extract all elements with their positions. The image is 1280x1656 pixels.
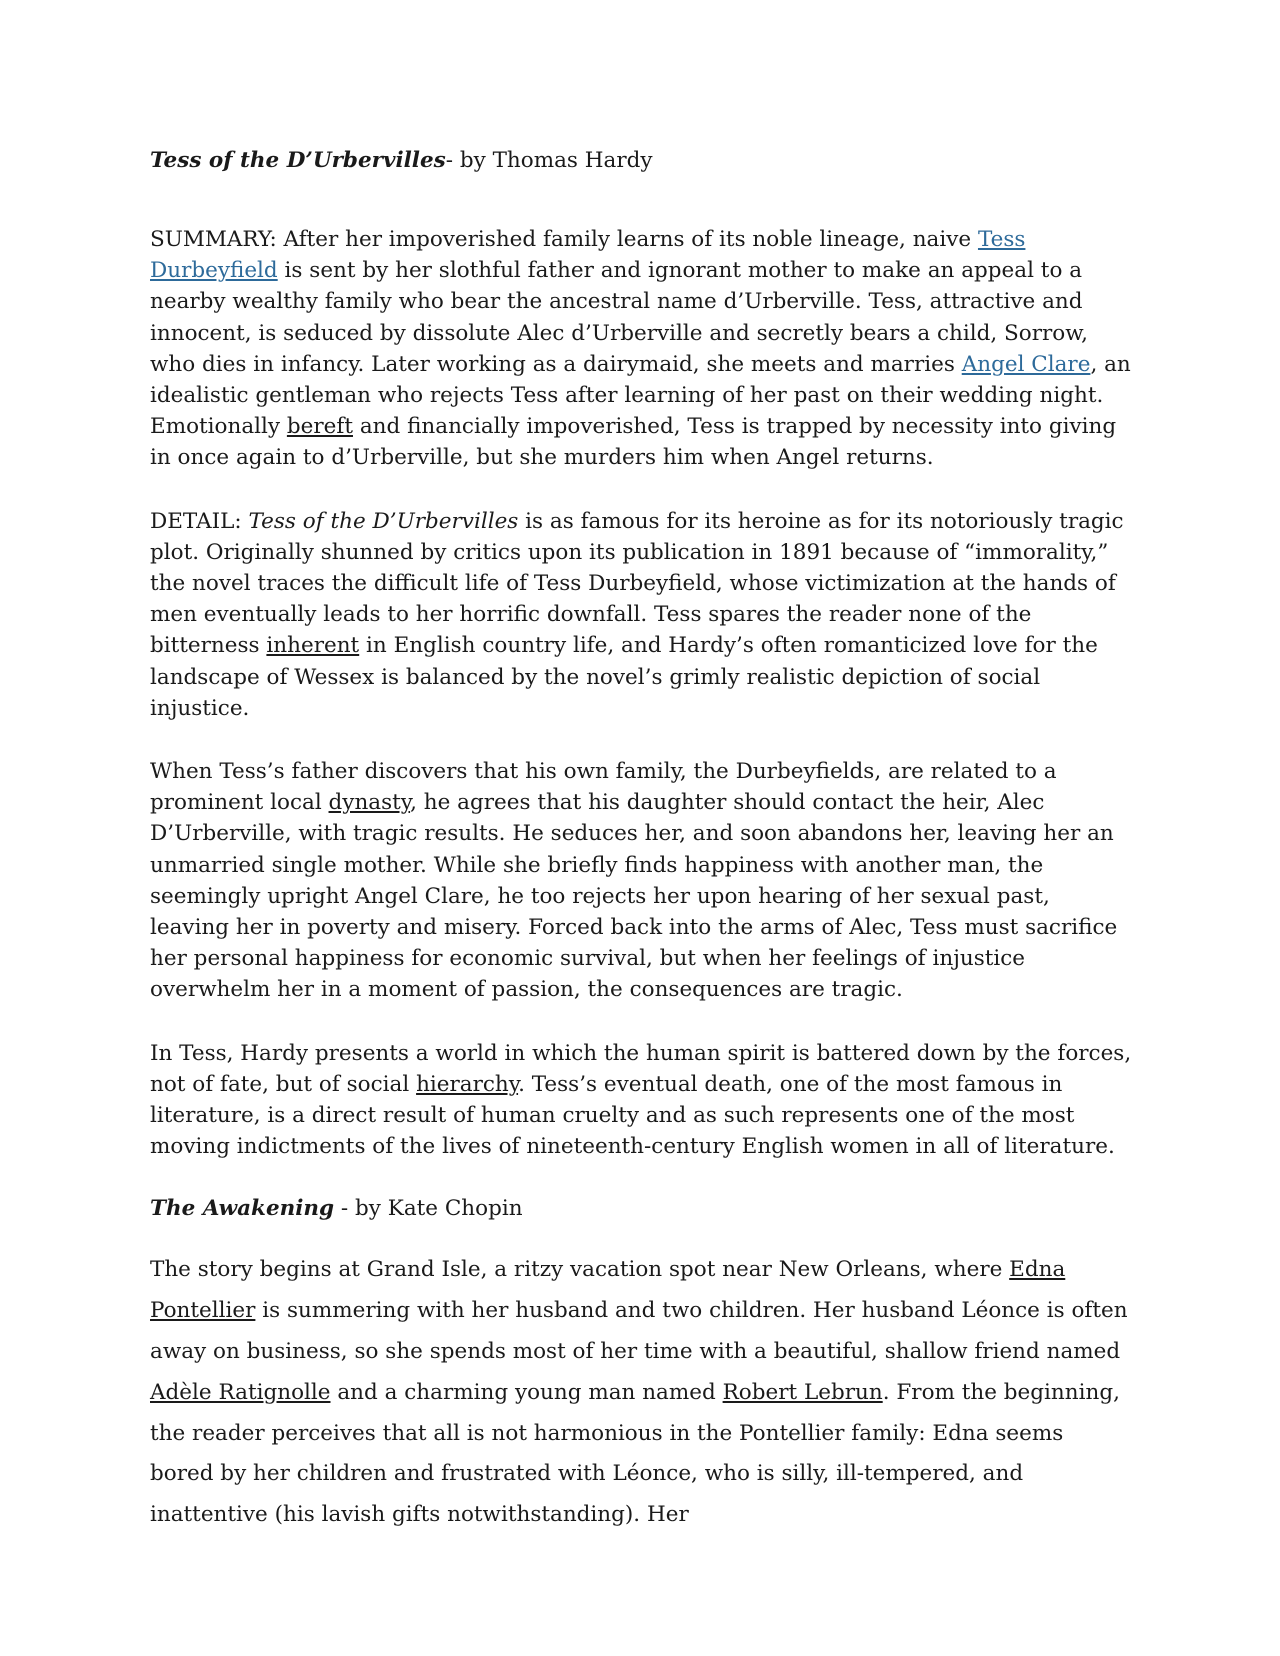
detail-text-3: in English country life, and Hardy’s often romanticized love for the landscape of Wessex is balanced by the novel’s grimly realistic depiction of social injustice.: [150, 633, 1098, 721]
tess-byline: - by Thomas Hardy: [445, 148, 653, 173]
detail-text-2: is as famous for its heroine as for its notoriously tragic plot. Originally shunned by critics upon its publication in 1891 because of “immorality,” the novel traces the difficult life of Tess Durbeyfield, whose victimization at the hands of men eventually leads to her horrific downfall. Tess spares the reader none of the bitterness: [150, 508, 1124, 659]
summary-text-1: SUMMARY: After her impoverished family learns of its noble lineage, naive: [150, 227, 978, 252]
analysis-text-1: In Tess, Hardy presents a world in which the human spirit is battered down by the forces, not of fate, but of social: [150, 1040, 1132, 1097]
tess-title: Tess of the D’Urbervilles: [150, 148, 446, 173]
document-page: [150, 145, 1132, 1536]
awakening-heading: [150, 1193, 1132, 1224]
awakening-text-3: and a charming young man named: [330, 1379, 723, 1405]
plot-text-1: When Tess’s father discovers that his own family, the Durbeyfields, are related to a prominent local: [150, 759, 1057, 816]
bereft-underlined: bereft: [286, 414, 353, 440]
edna-pontellier-underlined: Edna Pontellier: [150, 1257, 1066, 1324]
tess-durbeyfield-link[interactable]: Tess Durbeyfield: [150, 227, 1026, 284]
awakening-byline: - by Kate Chopin: [334, 1196, 523, 1222]
summary-text-3: , an idealistic gentleman who rejects Tess after learning of her past on their wedding night. Emotionally: [150, 351, 1131, 440]
summary-text-4: and financially impoverished, Tess is trapped by necessity into giving in once again to d’Urberville, but she murders him when Angel returns.: [150, 414, 1117, 471]
angel-clare-link[interactable]: Angel Clare: [961, 351, 1091, 377]
awakening-text-1: The story begins at Grand Isle, a ritzy vacation spot near New Orleans, where: [150, 1257, 1010, 1283]
analysis-text-2: . Tess’s eventual death, one of the most famous in literature, is a direct result of human cruelty and as such represents one of the most moving indictments of the lives of nineteenth-century English women in all of literature.: [150, 1071, 1115, 1160]
tess-heading: [150, 145, 1132, 176]
awakening-text-4: . From the beginning, the reader perceives that all is not harmonious in the Pontellier family: Edna seems bored by her children and frustrated with Léonce, who is silly, ill-tempered, and inattentive (his lavish gifts notwithstanding). Her: [150, 1379, 1120, 1528]
tess-analysis-paragraph: [150, 1038, 1132, 1163]
adele-ratignolle-underlined: Adèle Ratignolle: [150, 1379, 331, 1405]
awakening-title: The Awakening: [150, 1196, 335, 1222]
detail-italic-title: Tess of the D’Urbervilles: [248, 508, 519, 534]
inherent-underlined: inherent: [266, 633, 360, 659]
tess-detail-paragraph: [150, 506, 1132, 724]
robert-lebrun-underlined: Robert Lebrun: [722, 1379, 883, 1405]
dynasty-underlined: dynasty: [328, 790, 411, 816]
tess-plot-paragraph: [150, 756, 1132, 1006]
detail-text-1: DETAIL:: [150, 508, 249, 534]
tess-summary-paragraph: [150, 224, 1132, 474]
hierarchy-underlined: hierarchy: [416, 1071, 519, 1097]
summary-text-2: is sent by her slothful father and ignorant mother to make an appeal to a nearby wealthy family who bear the ancestral name d’Urberville. Tess, attractive and innocent, is seduced by dissolute Alec d’Urberville and secretly bears a child, Sorrow, who dies in infancy. Later working as a dairymaid, she meets and marries: [150, 258, 1088, 377]
awakening-paragraph: [150, 1250, 1132, 1536]
awakening-text-2: is summering with her husband and two children. Her husband Léonce is often away on business, so she spends most of her time with a beautiful, shallow friend named: [150, 1298, 1128, 1365]
plot-text-2: , he agrees that his daughter should contact the heir, Alec D’Urberville, with tragic results. He seduces her, and soon abandons her, leaving her an unmarried single mother. While she briefly finds happiness with another man, the seemingly upright Angel Clare, he too rejects her upon hearing of her sexual past, leaving her in poverty and misery. Forced back into the arms of Alec, Tess must sacrifice her personal happiness for economic survival, but when her feelings of injustice overwhelm her in a moment of passion, the consequences are tragic.: [150, 790, 1118, 1003]
